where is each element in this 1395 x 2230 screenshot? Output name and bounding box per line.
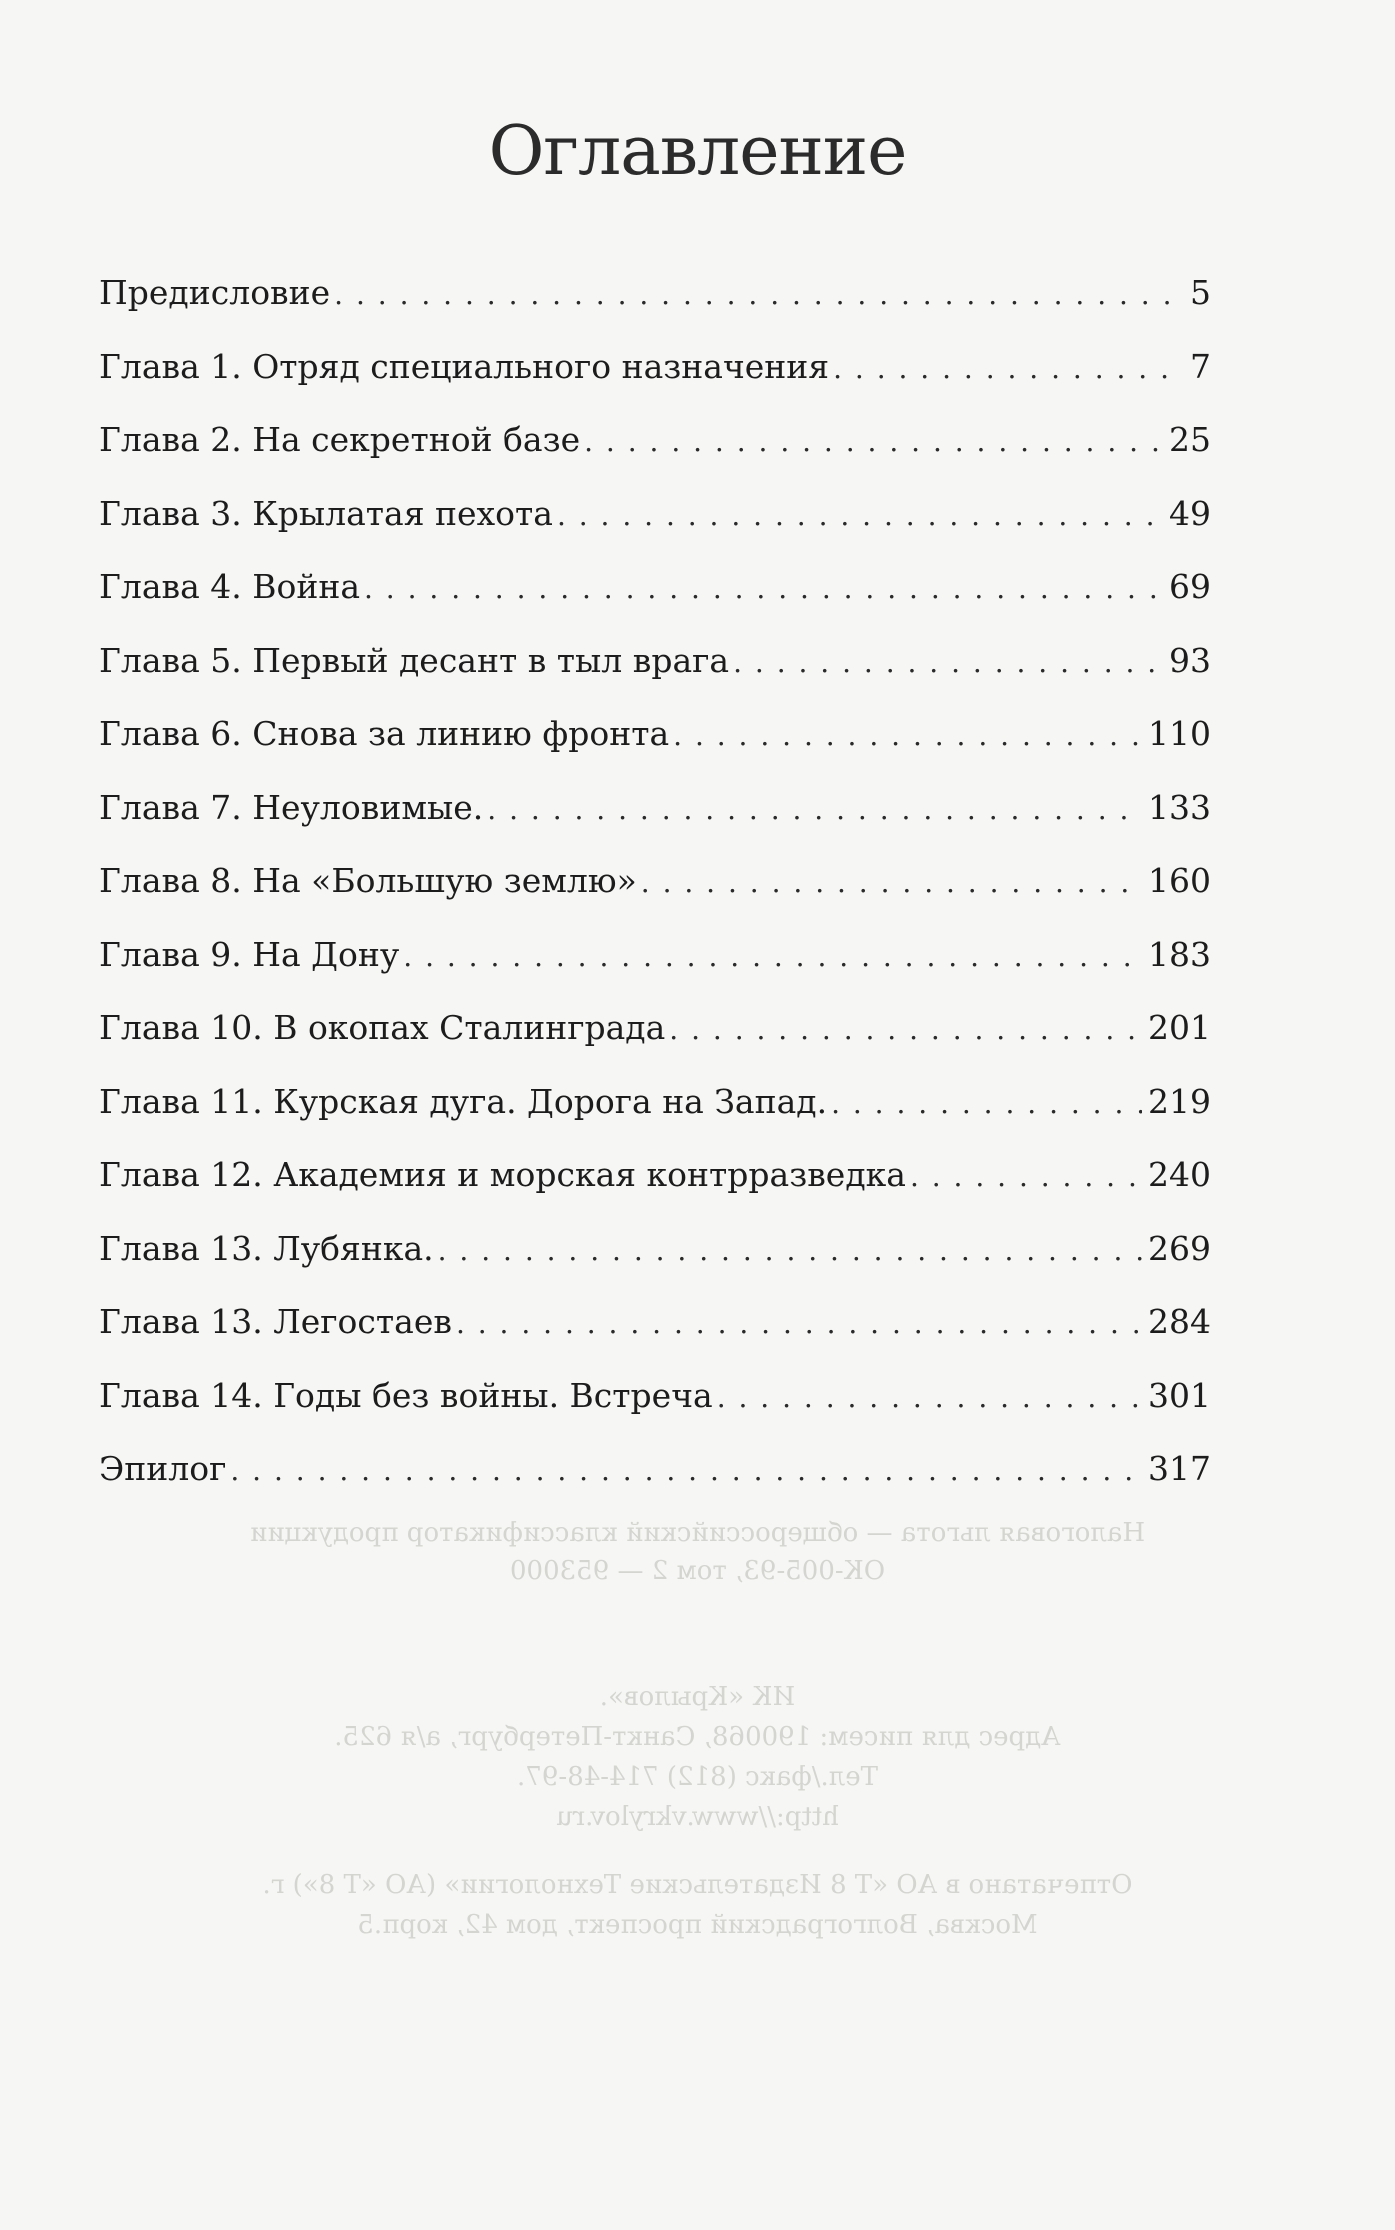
- toc-entry-page: 7: [1190, 346, 1211, 386]
- toc-entry-page: 219: [1148, 1081, 1211, 1121]
- toc-entry-page: 49: [1169, 493, 1211, 533]
- toc-entry-chapter-1[interactable]: [99, 347, 1211, 421]
- toc-entry-title: Глава 14. Годы без войны. Встреча: [99, 1375, 713, 1415]
- toc-entry-page: 25: [1169, 420, 1211, 459]
- dot-leader: [910, 1160, 1142, 1193]
- toc-entry-title: Глава 12. Академия и морская контрразведка: [99, 1155, 906, 1194]
- toc-entry-chapter-6[interactable]: [99, 714, 1211, 788]
- toc-entry-title: Глава 6. Снова за линию фронта: [99, 714, 670, 753]
- toc-entry-page: 269: [1148, 1228, 1211, 1268]
- toc-entry-chapter-2[interactable]: [99, 420, 1211, 494]
- toc-entry-page: 240: [1148, 1155, 1211, 1194]
- dot-leader: [833, 352, 1184, 385]
- toc-entry-chapter-4[interactable]: [99, 567, 1211, 641]
- show-through-line-7: Отпечатано в АО «Т 8 Издательские Технологии» (АО «Т 8») г.: [262, 1870, 1133, 1900]
- toc-entry-title: Глава 4. Война: [99, 567, 360, 606]
- toc-entry-chapter-8[interactable]: [99, 861, 1211, 935]
- dot-leader: [831, 1087, 1142, 1120]
- dot-leader: [641, 866, 1142, 899]
- show-through-line-1: Налоговая льгота — общероссийский классификатор продукции: [249, 1518, 1146, 1548]
- toc-entry-title: Глава 9. На Дону: [99, 934, 400, 974]
- toc-entry-title: Глава 13. Лубянка.: [99, 1228, 434, 1268]
- dot-leader: [557, 499, 1163, 532]
- dot-leader: [334, 278, 1184, 311]
- toc-entry-title: Глава 11. Курская дуга. Дорога на Запад.: [99, 1081, 828, 1121]
- toc-entry-title: Глава 3. Крылатая пехота: [99, 493, 553, 533]
- toc-entry-chapter-13b[interactable]: [99, 1302, 1211, 1376]
- toc-entry-page: 317: [1148, 1449, 1211, 1488]
- show-through-line-4: Адрес для писем: 190068, Санкт-Петербург, а/я 625.: [334, 1722, 1061, 1752]
- toc-entry-chapter-11[interactable]: [99, 1082, 1211, 1156]
- toc-entry-chapter-14[interactable]: [99, 1376, 1211, 1450]
- dot-leader: [230, 1454, 1142, 1487]
- toc-entry-chapter-10[interactable]: [99, 1008, 1211, 1082]
- dot-leader: [487, 793, 1142, 826]
- toc-entry-chapter-3[interactable]: [99, 494, 1211, 568]
- toc-entry-page: 110: [1148, 714, 1211, 753]
- show-through-line-5: Тел./факс (812) 714-48-97.: [517, 1762, 879, 1792]
- toc-entry-title: Глава 2. На секретной базе: [99, 420, 581, 459]
- dot-leader: [456, 1307, 1142, 1340]
- toc-entry-page: 301: [1148, 1375, 1211, 1415]
- toc-entry-page: 133: [1148, 787, 1211, 827]
- toc-entry-page: 5: [1190, 273, 1211, 312]
- show-through-line-8: Москва, Волгоградский проспект, дом 42, корп.5: [357, 1910, 1038, 1940]
- toc-entry-title: Глава 10. В окопах Сталинграда: [99, 1008, 666, 1047]
- show-through-line-2: ОК-005-93, том 2 — 953000: [509, 1556, 886, 1586]
- dot-leader: [717, 1381, 1142, 1414]
- toc-entry-title: Глава 13. Легостаев: [99, 1302, 452, 1341]
- toc-entry-page: 69: [1169, 567, 1211, 606]
- show-through-line-3: ИК «Крылов».: [599, 1682, 796, 1712]
- toc-entry-page: 93: [1169, 640, 1211, 680]
- table-of-contents: [99, 273, 1211, 1523]
- toc-entry-page: 201: [1148, 1008, 1211, 1047]
- toc-entry-title: Глава 7. Неуловимые.: [99, 787, 484, 827]
- toc-entry-page: 284: [1148, 1302, 1211, 1341]
- toc-entry-chapter-5[interactable]: [99, 641, 1211, 715]
- page-title: Оглавление: [488, 112, 907, 191]
- toc-entry-page: 183: [1148, 934, 1211, 974]
- toc-entry-title: Эпилог: [99, 1449, 227, 1488]
- toc-entry-preface[interactable]: [99, 273, 1211, 347]
- toc-entry-title: Глава 5. Первый десант в тыл врага: [99, 640, 730, 680]
- toc-entry-page: 160: [1148, 861, 1211, 900]
- toc-entry-title: Глава 1. Отряд специального назначения: [99, 346, 830, 386]
- toc-entry-chapter-12[interactable]: [99, 1155, 1211, 1229]
- dot-leader: [669, 1013, 1142, 1046]
- toc-entry-title: Глава 8. На «Большую землю»: [99, 861, 637, 900]
- dot-leader: [364, 572, 1163, 605]
- toc-entry-title: Предисловие: [99, 273, 331, 312]
- dot-leader: [438, 1234, 1142, 1267]
- show-through-line-6: http://www.vkrylov.ru: [555, 1802, 840, 1832]
- toc-entry-chapter-13a[interactable]: [99, 1229, 1211, 1303]
- dot-leader: [584, 425, 1163, 458]
- dot-leader: [673, 719, 1142, 752]
- toc-entry-chapter-7[interactable]: [99, 788, 1211, 862]
- toc-entry-epilogue[interactable]: [99, 1449, 1211, 1523]
- dot-leader: [733, 646, 1163, 679]
- toc-entry-chapter-9[interactable]: [99, 935, 1211, 1009]
- dot-leader: [403, 940, 1142, 973]
